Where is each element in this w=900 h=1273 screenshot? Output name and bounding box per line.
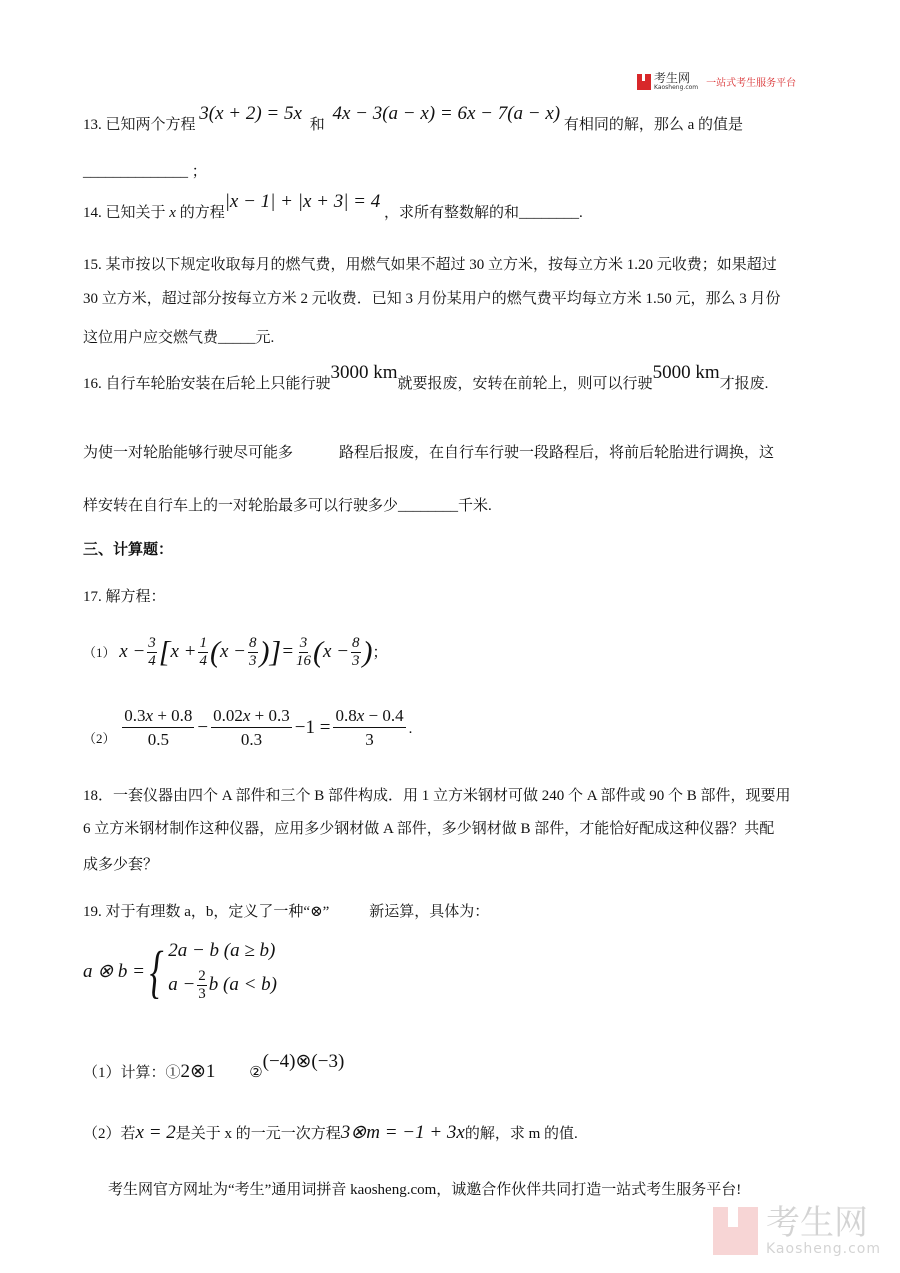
q16-text: 自行车轮胎安装在后轮上只能行驶: [105, 376, 331, 392]
question-17: [83, 587, 166, 607]
header-logo: [637, 72, 796, 91]
q19-text-3: 是关于 x 的一元一次方程: [175, 1126, 341, 1142]
q16-line-2a: 为使一对轮胎能够行驶尽可能多: [83, 445, 294, 461]
watermark-domain: Kaosheng.com: [766, 1241, 881, 1257]
q19-part-2: [83, 1123, 578, 1144]
q13-equation-2: 4x − 3(a − x) = 6x − 7(a − x): [332, 103, 561, 124]
watermark-logo: [713, 1205, 881, 1257]
q19-expr-4: 3⊗m = −1 + 3x: [340, 1122, 465, 1143]
q15-number: 15.: [83, 257, 102, 273]
q17-part-2-label: （2）: [83, 731, 116, 746]
q19-text: 对于有理数 a，b，定义了一种“⊗”: [105, 904, 330, 920]
q19-text-2: 新运算，具体为：: [369, 904, 490, 920]
watermark-name: 考生网: [766, 1203, 868, 1243]
q16-line-3: 样安转在自行车上的一对轮胎最多可以行驶多少________千米.: [83, 498, 492, 514]
logo-mark-icon: [637, 74, 651, 90]
q19-case-1: 2a − b (a ≥ b): [168, 940, 276, 961]
question-14: [83, 191, 583, 223]
q17-part-2: （2） $\frac{0.3x + 0.8}{0.5}$ − $\frac{0.02x + 0.3}{0.3}$ −1 = $\frac{0.8x - 0.4}{3}$ .: [83, 706, 413, 750]
q19-part-1-label: （1）计算：①: [83, 1065, 181, 1081]
q19-part-2-label: （2）若: [83, 1126, 136, 1142]
q16-value-2: 5000 km: [652, 362, 720, 383]
q19-part-1: [83, 1051, 345, 1083]
question-19: [83, 902, 489, 922]
q14-text: 已知关于: [105, 205, 166, 221]
q19-case-2: b (a < b): [208, 973, 278, 995]
q14-equation: |x − 1| + |x + 3| = 4: [224, 191, 381, 212]
q15-line-3: 这位用户应交燃气费_____元.: [83, 330, 275, 346]
q19-text-4: 的解，求 m 的值.: [464, 1126, 578, 1142]
q18-line-1: 18．一套仪器由四个 A 部件和三个 B 部件构成．用 1 立方米钢材可做 240 个 A 部件或 90 个 B 部件，现要用: [83, 788, 791, 804]
q17-eq2: $\frac{0.3x + 0.8}{0.5}$ − $\frac{0.02x + 0.3}{0.3}$ −1 = $\frac{0.8x - 0.4}{3}$: [124, 706, 404, 750]
q17-part-1: （1） x − $\frac{3}{4}$ [x + $\frac{1}{4}$ (x − $\frac{8}{3}$ )]= $\frac{3}{16}$ (x − $\frac{8}{3}$ )；: [83, 635, 388, 670]
q14-variable: x: [169, 205, 176, 221]
q16-text-2: 就要报废，安转在前轮上，则可以行驶: [397, 376, 653, 392]
q16-text-3: 才报废.: [719, 376, 769, 392]
section-title: 三、计算题：: [83, 540, 174, 558]
q19-expr-1: 2⊗1: [180, 1061, 216, 1082]
q16-number: 16.: [83, 376, 102, 392]
q19-number: 19.: [83, 904, 102, 920]
q19-circle-2: ②: [249, 1065, 263, 1081]
q14-text-2: 的方程: [179, 205, 225, 221]
q13-and: 和: [309, 117, 325, 133]
q13-text: 已知两个方程: [105, 117, 196, 133]
q16-line-2b: 路程后报废，在自行车行驶一段路程后，将前后轮胎进行调换，这: [339, 445, 775, 461]
q13-answer-blank: ______________ ；: [83, 164, 207, 180]
header-slogan: 一站式考生服务平台: [706, 78, 797, 89]
logo-name: 考生网: [654, 71, 691, 85]
logo-domain: Kaosheng.com: [654, 84, 699, 91]
q17-number: 17.: [83, 589, 102, 605]
q19-expr-2: (−4)⊗(−3): [262, 1051, 345, 1072]
q14-text-3: ，求所有整数解的和________.: [384, 205, 583, 221]
q15-line-2: 30 立方米，超过部分按每立方米 2 元收费．已知 3 月份某用户的燃气费平均每立方米 1.50 元，那么 3 月份: [83, 291, 781, 307]
q16-value-1: 3000 km: [330, 362, 398, 383]
watermark-mark-icon: [713, 1207, 758, 1255]
q19-expr-3: x = 2: [135, 1122, 176, 1143]
question-13: [83, 103, 744, 135]
q13-number: 13.: [83, 117, 102, 133]
q17-part-1-label: （1）: [83, 645, 116, 660]
q13-text-2: 有相同的解，那么 a 的值是: [563, 117, 744, 133]
q14-number: 14.: [83, 205, 102, 221]
q19-definition: a ⊗ b = { 2a − b (a ≥ b) a − $\frac{2}{3}$ b (a < b): [83, 938, 278, 1004]
q17-eq1: x − $\frac{3}{4}$ [x + $\frac{1}{4}$ (x − $\frac{8}{3}$ )]= $\frac{3}{16}$ (x − $\frac{8}{3}$ ): [119, 635, 373, 670]
q13-equation-1: 3(x + 2) = 5x: [199, 103, 302, 124]
q16-line-2: [83, 443, 774, 463]
q18-line-3: 成多少套？: [83, 857, 159, 873]
q17-text: 解方程：: [105, 589, 166, 605]
footer-text: 考生网官方网址为“考生”通用词拼音 kaosheng.com，诚邀合作伙伴共同打造一站式考生服务平台!: [108, 1182, 742, 1198]
q15-line-1: 某市按以下规定收取每月的燃气费，用燃气如果不超过 30 立方米，按每立方米 1.20 元收费；如果超过: [105, 257, 777, 273]
question-15: [83, 255, 777, 275]
q18-line-2: 6 立方米钢材制作这种仪器，应用多少钢材做 A 部件，多少钢材做 B 部件，才能恰好配成这种仪器？共配: [83, 821, 775, 837]
question-16: [83, 362, 769, 394]
